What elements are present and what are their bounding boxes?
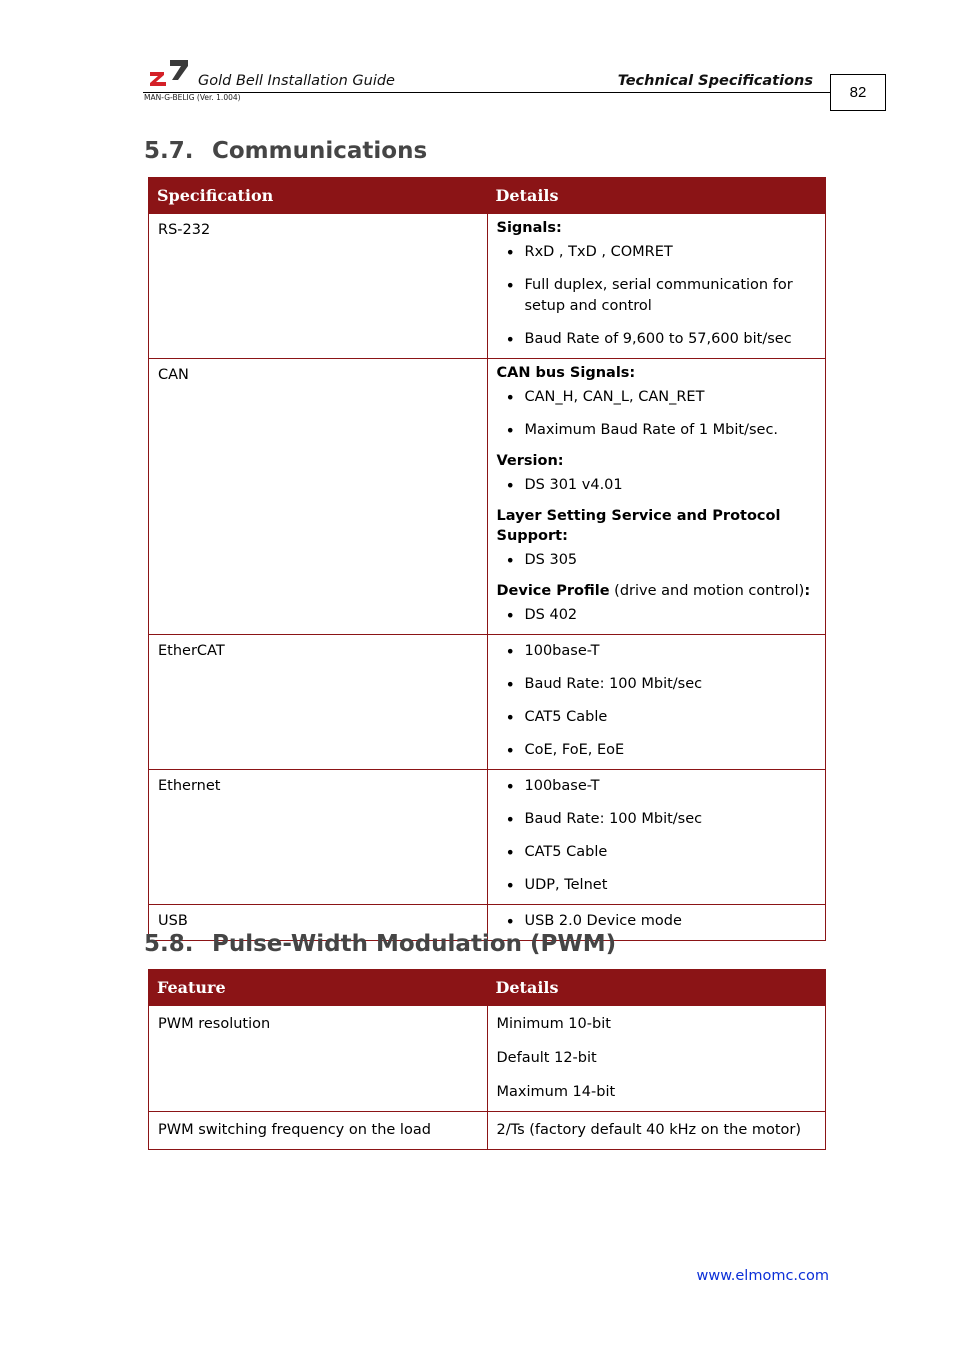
spec-details <box>487 214 826 359</box>
subheading-note: (drive and motion control) <box>609 583 805 599</box>
list-item: • Full duplex, serial communication for setup and control <box>525 275 818 317</box>
spec-name: USB <box>149 905 488 941</box>
list-item: • 100base-T <box>525 776 818 797</box>
list-item: • Maximum Baud Rate of 1 Mbit/sec. <box>525 420 818 441</box>
column-header-specification: Specification <box>149 178 488 214</box>
list-item: • DS 301 v4.01 <box>525 475 818 496</box>
table-row <box>149 1112 826 1150</box>
website-link[interactable]: www.elmomc.com <box>696 1268 829 1284</box>
elmo-logo <box>148 58 190 88</box>
subheading-bold: Device Profile <box>496 583 610 599</box>
list-item: • CAT5 Cable <box>525 707 818 728</box>
spec-name: CAN <box>149 359 488 635</box>
feature-name: PWM resolution <box>149 1006 488 1112</box>
list-item: • DS 305 <box>525 550 818 571</box>
list-item: • CoE, FoE, EoE <box>525 740 818 761</box>
list-item: • UDP, Telnet <box>525 875 818 896</box>
list-item: • USB 2.0 Device mode <box>525 911 818 932</box>
table-row <box>149 770 826 905</box>
section-title: Pulse-Width Modulation (PWM) <box>212 931 617 957</box>
detail-subheading <box>497 581 818 601</box>
table-header-row <box>149 178 826 214</box>
column-header-details: Details <box>487 178 826 214</box>
table-header-row <box>149 970 826 1006</box>
table-row <box>149 635 826 770</box>
detail-subheading: Version: <box>496 453 564 469</box>
section-title: Communications <box>212 138 428 164</box>
table-row <box>149 214 826 359</box>
detail-subheading: Layer Setting Service and Protocol Support: <box>496 508 781 544</box>
spec-details <box>487 770 826 905</box>
guide-title: Gold Bell Installation Guide <box>198 73 395 89</box>
table-row <box>149 1006 826 1112</box>
list-item: • Baud Rate: 100 Mbit/sec <box>525 674 818 695</box>
detail-line: Minimum 10-bit <box>496 1016 611 1032</box>
list-item: • DS 402 <box>525 605 818 626</box>
table-row <box>149 359 826 635</box>
header-divider <box>143 92 831 93</box>
document-id: MAN-G-BELIG (Ver. 1.004) <box>144 93 241 102</box>
spec-details <box>487 359 826 635</box>
section-number: 5.8. <box>144 931 194 957</box>
communications-table <box>148 177 826 941</box>
section-heading-pwm <box>144 931 616 957</box>
list-item: • CAN_H, CAN_L, CAN_RET <box>525 387 818 408</box>
spec-name: EtherCAT <box>149 635 488 770</box>
section-number: 5.7. <box>144 138 194 164</box>
feature-details <box>487 1112 826 1150</box>
feature-name: PWM switching frequency on the load <box>149 1112 488 1150</box>
list-item: • Baud Rate of 9,600 to 57,600 bit/sec <box>525 329 818 350</box>
feature-details <box>487 1006 826 1112</box>
detail-line: 2/Ts (factory default 40 kHz on the motor) <box>496 1122 802 1138</box>
column-header-feature: Feature <box>149 970 488 1006</box>
detail-line: Default 12-bit <box>496 1050 597 1066</box>
subheading-colon: : <box>804 583 811 599</box>
detail-subheading: Signals: <box>496 220 562 236</box>
list-item: • CAT5 Cable <box>525 842 818 863</box>
column-header-details: Details <box>487 970 826 1006</box>
list-item: • Baud Rate: 100 Mbit/sec <box>525 809 818 830</box>
list-item: • 100base-T <box>525 641 818 662</box>
page-number: 82 <box>830 74 886 111</box>
section-heading-communications <box>144 138 427 164</box>
header-section-title: Technical Specifications <box>617 73 813 89</box>
pwm-table <box>148 969 826 1150</box>
spec-details <box>487 635 826 770</box>
detail-subheading: CAN bus Signals: <box>496 365 636 381</box>
detail-line: Maximum 14-bit <box>496 1084 616 1100</box>
spec-name: Ethernet <box>149 770 488 905</box>
list-item: • RxD , TxD , COMRET <box>525 242 818 263</box>
spec-name: RS-232 <box>149 214 488 359</box>
